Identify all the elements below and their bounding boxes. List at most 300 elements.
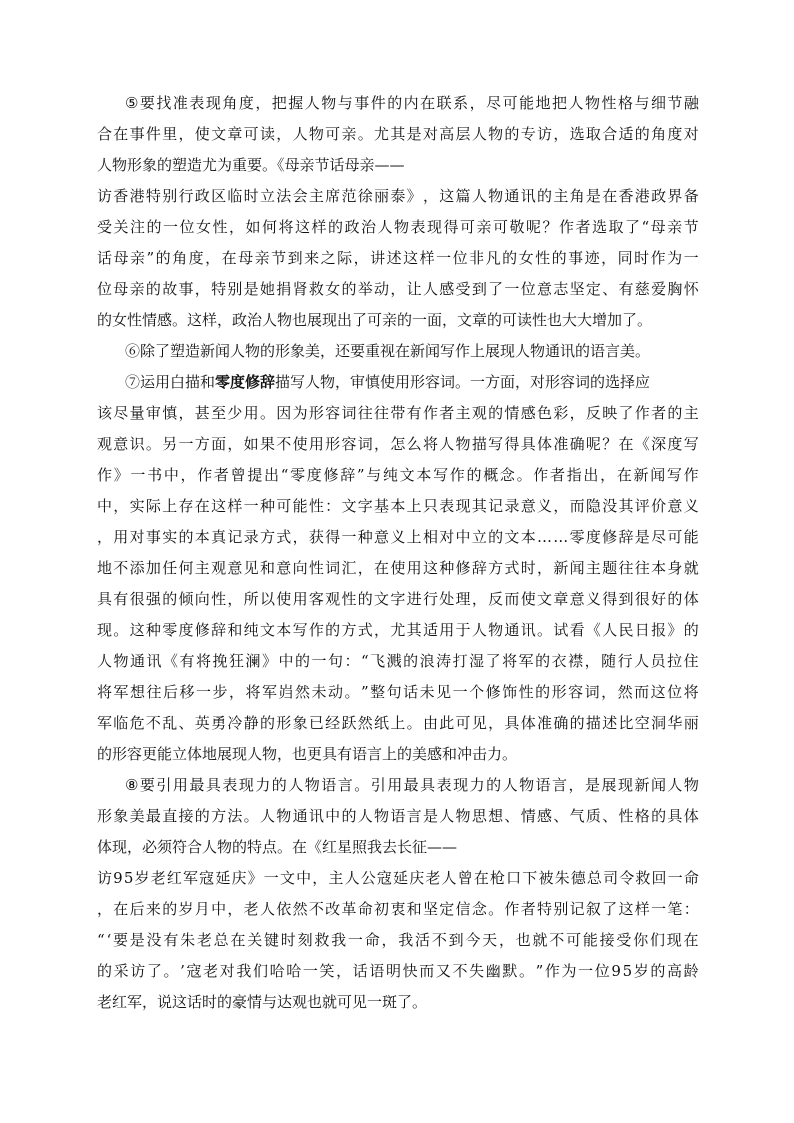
glyph: 没	[602, 497, 618, 515]
glyph: 到	[618, 590, 634, 608]
glyph: 物	[488, 187, 504, 205]
glyph: 章	[227, 125, 243, 143]
glyph: 尽	[486, 94, 502, 112]
glyph: 时	[634, 249, 650, 267]
glyph: 一	[263, 869, 279, 887]
glyph: 合	[602, 125, 618, 143]
glyph: 的	[535, 683, 551, 701]
glyph: 意	[667, 497, 683, 515]
glyph: 为	[292, 404, 308, 422]
glyph: 念	[499, 466, 515, 484]
glyph: 修	[455, 559, 471, 577]
glyph: 观	[97, 435, 113, 453]
glyph: ，	[227, 435, 243, 453]
glyph: 一	[436, 249, 452, 267]
glyph: 意	[537, 280, 553, 298]
glyph: 是	[585, 187, 601, 205]
glyph: 澜	[245, 652, 261, 670]
glyph: 空	[634, 714, 650, 732]
glyph: 容	[325, 404, 341, 422]
glyph: 描	[471, 435, 487, 453]
glyph: 展	[601, 776, 617, 794]
glyph: 直	[162, 807, 178, 825]
glyph: 政	[194, 187, 210, 205]
glyph: 辞	[618, 528, 634, 546]
glyph: 作	[97, 466, 113, 484]
glyph: 性	[341, 590, 357, 608]
glyph: 言	[552, 776, 568, 794]
glyph: 获	[308, 528, 324, 546]
glyph: 情	[504, 404, 520, 422]
glyph: 写	[292, 621, 308, 639]
glyph: 尤	[374, 125, 390, 143]
glyph: 准	[537, 714, 553, 732]
glyph: 人	[292, 125, 308, 143]
glyph: 事	[354, 94, 370, 112]
glyph: 词	[341, 404, 357, 422]
glyph: 。	[537, 621, 553, 639]
glyph: 话	[403, 683, 419, 701]
glyph: 法	[227, 807, 243, 825]
glyph: 《	[634, 435, 650, 453]
glyph: 准	[172, 94, 188, 112]
glyph: 表	[222, 776, 238, 794]
glyph: 的	[486, 776, 502, 794]
glyph: 丽	[374, 187, 390, 205]
glyph: ，	[292, 528, 308, 546]
glyph: ”	[356, 466, 365, 484]
glyph: 写	[433, 466, 449, 484]
glyph: 人	[471, 621, 487, 639]
glyph: 形	[276, 714, 292, 732]
glyph: 得	[602, 590, 618, 608]
glyph: ，	[498, 931, 514, 949]
glyph: 将	[196, 652, 212, 670]
paragraph-8	[97, 770, 699, 1018]
glyph: …	[537, 528, 553, 546]
glyph: 这	[295, 218, 311, 236]
glyph: 的	[569, 714, 585, 732]
glyph: 信	[455, 900, 471, 918]
glyph: 少	[227, 404, 243, 422]
glyph: 如	[243, 435, 259, 453]
glyph: 立	[259, 187, 275, 205]
glyph: 指	[566, 466, 582, 484]
glyph: 采	[113, 962, 129, 980]
glyph: 政	[344, 218, 360, 236]
glyph: 下	[522, 869, 538, 887]
glyph: 为	[667, 249, 683, 267]
glyph: 可	[455, 714, 471, 732]
text-line	[97, 429, 699, 460]
glyph: 区	[211, 187, 227, 205]
glyph: 然	[357, 714, 373, 732]
glyph: 辞	[211, 621, 227, 639]
glyph: 一	[196, 683, 212, 701]
glyph: 将	[278, 218, 294, 236]
glyph: 有	[179, 652, 195, 670]
glyph: 没	[146, 931, 162, 949]
glyph: 来	[304, 249, 320, 267]
glyph: 到	[471, 280, 487, 298]
glyph: 性	[211, 590, 227, 608]
glyph: 经	[325, 714, 341, 732]
glyph: 闻	[650, 776, 666, 794]
glyph: 录	[243, 528, 259, 546]
text-run: 描写人物，审慎使用形容词。一方面，对形容词的选择应	[275, 373, 651, 391]
glyph: 呢	[526, 218, 542, 236]
glyph: 。	[243, 807, 259, 825]
glyph: 在	[374, 559, 390, 577]
glyph: 看	[569, 621, 585, 639]
glyph: ，	[568, 776, 584, 794]
glyph: 文	[259, 621, 275, 639]
glyph: 具	[205, 776, 221, 794]
glyph: 香	[113, 187, 129, 205]
glyph: 中	[97, 497, 113, 515]
glyph: ⑧	[125, 776, 139, 794]
glyph: 文	[279, 869, 295, 887]
glyph: ，	[584, 652, 600, 670]
glyph: ”	[146, 249, 155, 267]
glyph: 注	[130, 218, 146, 236]
glyph: 军	[262, 683, 278, 701]
glyph: 记	[227, 528, 243, 546]
glyph: 人	[667, 776, 683, 794]
glyph: 民	[618, 621, 634, 639]
glyph: 与	[337, 94, 353, 112]
glyph: 新	[553, 559, 569, 577]
glyph: 的	[178, 528, 194, 546]
glyph: ’	[180, 962, 185, 980]
glyph: 话	[352, 962, 368, 980]
glyph: 写	[488, 435, 504, 453]
glyph: 角	[651, 125, 667, 143]
glyph: 其	[406, 621, 422, 639]
glyph: 现	[617, 776, 633, 794]
paragraph-6	[97, 336, 699, 367]
glyph: 庆	[409, 869, 425, 887]
glyph: 文	[399, 466, 415, 484]
glyph: ，	[227, 590, 243, 608]
text-line	[97, 615, 699, 646]
glyph: 事	[178, 280, 194, 298]
glyph: 本	[416, 466, 432, 484]
glyph: 性	[601, 94, 617, 112]
glyph: 义	[537, 497, 553, 515]
glyph: 。	[344, 683, 360, 701]
glyph: 者	[550, 466, 566, 484]
glyph: 方	[194, 435, 210, 453]
glyph: 量	[129, 404, 145, 422]
glyph: 可	[667, 528, 683, 546]
glyph: 军	[518, 652, 534, 670]
glyph: ‘	[106, 931, 112, 949]
glyph: 而	[569, 497, 585, 515]
glyph: 作	[559, 218, 575, 236]
glyph: 界	[667, 187, 683, 205]
glyph: 是	[129, 931, 145, 949]
glyph: 特	[211, 280, 227, 298]
glyph: 其	[471, 497, 487, 515]
glyph: 肾	[292, 280, 308, 298]
glyph: 气	[569, 807, 585, 825]
glyph: 描	[585, 714, 601, 732]
glyph: 英	[194, 714, 210, 732]
glyph: 式	[357, 621, 373, 639]
glyph: 作	[533, 466, 549, 484]
glyph: 人	[97, 652, 113, 670]
glyph: 人	[439, 807, 455, 825]
glyph: 者	[213, 466, 229, 484]
glyph: 老	[425, 869, 441, 887]
glyph: 现	[238, 776, 254, 794]
glyph: 辞	[471, 559, 487, 577]
glyph: 读	[259, 125, 275, 143]
text-line	[97, 522, 699, 553]
glyph: 。	[145, 435, 161, 453]
glyph: 湿	[469, 652, 485, 670]
glyph: 文	[211, 125, 227, 143]
glyph: 日	[634, 621, 650, 639]
glyph: 用	[113, 528, 129, 546]
glyph: 度	[585, 528, 601, 546]
glyph: 德	[570, 869, 586, 887]
glyph: 本	[276, 621, 292, 639]
glyph: 人	[568, 94, 584, 112]
glyph: 延	[215, 869, 231, 887]
glyph: 衣	[551, 652, 567, 670]
glyph: ，	[97, 528, 113, 546]
glyph: 主	[553, 187, 569, 205]
glyph: 是	[406, 125, 422, 143]
glyph: 》	[406, 187, 422, 205]
glyph: 岁	[134, 869, 150, 887]
glyph: 亲	[254, 249, 270, 267]
glyph: 容	[341, 435, 357, 453]
glyph: 高	[439, 125, 455, 143]
glyph: 字	[357, 497, 373, 515]
glyph: 意	[276, 559, 292, 577]
glyph: 选	[569, 125, 585, 143]
glyph: 到	[287, 249, 303, 267]
glyph: 活	[415, 931, 431, 949]
glyph: 作	[544, 962, 560, 980]
glyph: 然	[292, 900, 308, 918]
glyph: 枪	[489, 869, 505, 887]
glyph: 、	[602, 280, 618, 298]
glyph: 和	[259, 559, 275, 577]
glyph: 人	[471, 125, 487, 143]
glyph: 也	[515, 931, 531, 949]
glyph: 事	[568, 249, 584, 267]
glyph: 至	[211, 404, 227, 422]
glyph: 人	[634, 652, 650, 670]
text-line	[97, 801, 699, 832]
glyph: 度	[178, 621, 194, 639]
glyph: 一	[504, 280, 520, 298]
glyph: 泰	[390, 187, 406, 205]
glyph: 的	[162, 590, 178, 608]
glyph: ，	[390, 280, 406, 298]
glyph: 格	[617, 94, 633, 112]
text-line	[97, 677, 699, 708]
glyph: 主	[455, 404, 471, 422]
glyph: 时	[280, 931, 296, 949]
glyph: 默	[502, 962, 518, 980]
glyph: 人	[259, 900, 275, 918]
glyph: 物	[488, 621, 504, 639]
glyph: 的	[537, 187, 553, 205]
glyph: 是	[634, 528, 650, 546]
glyph: 上	[162, 497, 178, 515]
glyph: 在	[618, 435, 634, 453]
glyph: 依	[276, 900, 292, 918]
text-line: ⑥除了塑造新闻人物的形象美，还要重视在新闻写作上展现人物通讯的语言美。	[125, 342, 651, 360]
glyph: 女	[518, 249, 534, 267]
glyph: 与	[634, 94, 650, 112]
glyph: 主	[683, 404, 699, 422]
glyph: 危	[129, 714, 145, 732]
glyph: ，	[113, 497, 129, 515]
text-run: ⑦运用白描和	[125, 373, 216, 391]
glyph: 快	[402, 962, 418, 980]
glyph: 访	[97, 187, 113, 205]
glyph: 就	[683, 559, 699, 577]
glyph: 取	[585, 125, 601, 143]
glyph: 的	[502, 249, 518, 267]
glyph: 纯	[243, 621, 259, 639]
glyph: 美	[129, 807, 145, 825]
glyph: “	[641, 218, 650, 236]
glyph: 9	[611, 962, 621, 980]
glyph: 之	[320, 249, 336, 267]
glyph: 饰	[502, 683, 518, 701]
glyph: 在	[113, 900, 129, 918]
glyph: 只	[422, 497, 438, 515]
glyph: 具	[520, 435, 536, 453]
glyph: 非	[469, 249, 485, 267]
glyph: 意	[569, 590, 585, 608]
glyph: 能	[683, 528, 699, 546]
glyph: 人	[377, 218, 393, 236]
glyph: 行	[617, 652, 633, 670]
glyph: 涛	[436, 652, 452, 670]
glyph: 评	[634, 497, 650, 515]
glyph: 能	[292, 497, 308, 515]
glyph: 怀	[683, 280, 699, 298]
glyph: 通	[292, 807, 308, 825]
glyph: 此	[439, 714, 455, 732]
glyph: 亲	[667, 218, 683, 236]
glyph: ，	[227, 900, 243, 918]
glyph: 人	[259, 807, 275, 825]
glyph: 反	[585, 404, 601, 422]
glyph: 意	[227, 559, 243, 577]
glyph: 叙	[585, 900, 601, 918]
glyph: 找	[156, 94, 172, 112]
glyph: 方	[488, 559, 504, 577]
glyph: 丽	[683, 714, 699, 732]
glyph: 浪	[419, 652, 435, 670]
glyph: 在	[616, 466, 632, 484]
glyph: 通	[130, 652, 146, 670]
glyph: 就	[532, 931, 548, 949]
glyph: 性	[535, 249, 551, 267]
glyph: 今	[465, 931, 481, 949]
glyph: 语	[390, 807, 406, 825]
glyph: 试	[553, 621, 569, 639]
glyph: 感	[520, 404, 536, 422]
glyph: 革	[341, 900, 357, 918]
glyph: 的	[634, 125, 650, 143]
glyph: 人	[602, 621, 618, 639]
glyph: 本	[194, 528, 210, 546]
glyph: 用	[308, 435, 324, 453]
glyph: 作	[422, 404, 438, 422]
glyph: 5	[123, 869, 134, 887]
glyph: 讯	[308, 807, 324, 825]
text-line	[97, 584, 699, 615]
glyph: 是	[243, 280, 259, 298]
glyph: ，	[600, 466, 616, 484]
glyph: 不	[113, 559, 129, 577]
glyph: 。	[516, 466, 532, 484]
glyph: 哈	[286, 962, 302, 980]
text-line	[97, 553, 699, 584]
glyph: ？	[542, 218, 558, 236]
glyph: 一	[578, 962, 594, 980]
glyph: 胸	[667, 280, 683, 298]
glyph: 者	[439, 404, 455, 422]
glyph: 何	[178, 559, 194, 577]
text-line	[97, 274, 699, 305]
glyph: 救	[314, 931, 330, 949]
glyph: ，	[601, 683, 617, 701]
glyph: 具	[504, 714, 520, 732]
glyph: ，	[553, 497, 569, 515]
glyph: 跃	[341, 714, 357, 732]
glyph: 物	[455, 807, 471, 825]
glyph: 物	[276, 807, 292, 825]
glyph: 岁	[178, 900, 194, 918]
glyph: 关	[247, 931, 263, 949]
glyph: 然	[295, 683, 311, 701]
glyph: 我	[236, 962, 252, 980]
glyph: 字	[390, 590, 406, 608]
glyph: ，	[353, 249, 369, 267]
glyph: 将	[245, 683, 261, 701]
glyph: 通	[504, 187, 520, 205]
bold-term: 零度修辞	[215, 373, 276, 391]
glyph: 使	[194, 125, 210, 143]
glyph: 。	[357, 125, 373, 143]
glyph: 系	[453, 94, 469, 112]
glyph: 体	[683, 807, 699, 825]
text-line	[97, 367, 699, 398]
glyph: 样	[227, 497, 243, 515]
glyph: 上	[390, 714, 406, 732]
glyph: 往	[146, 683, 162, 701]
text-line	[97, 708, 699, 739]
glyph: 何	[262, 218, 278, 236]
glyph: 价	[651, 497, 667, 515]
glyph: 概	[483, 466, 499, 484]
glyph: 、	[504, 807, 520, 825]
glyph: 通	[504, 621, 520, 639]
glyph: 体	[520, 714, 536, 732]
glyph: 的	[325, 621, 341, 639]
